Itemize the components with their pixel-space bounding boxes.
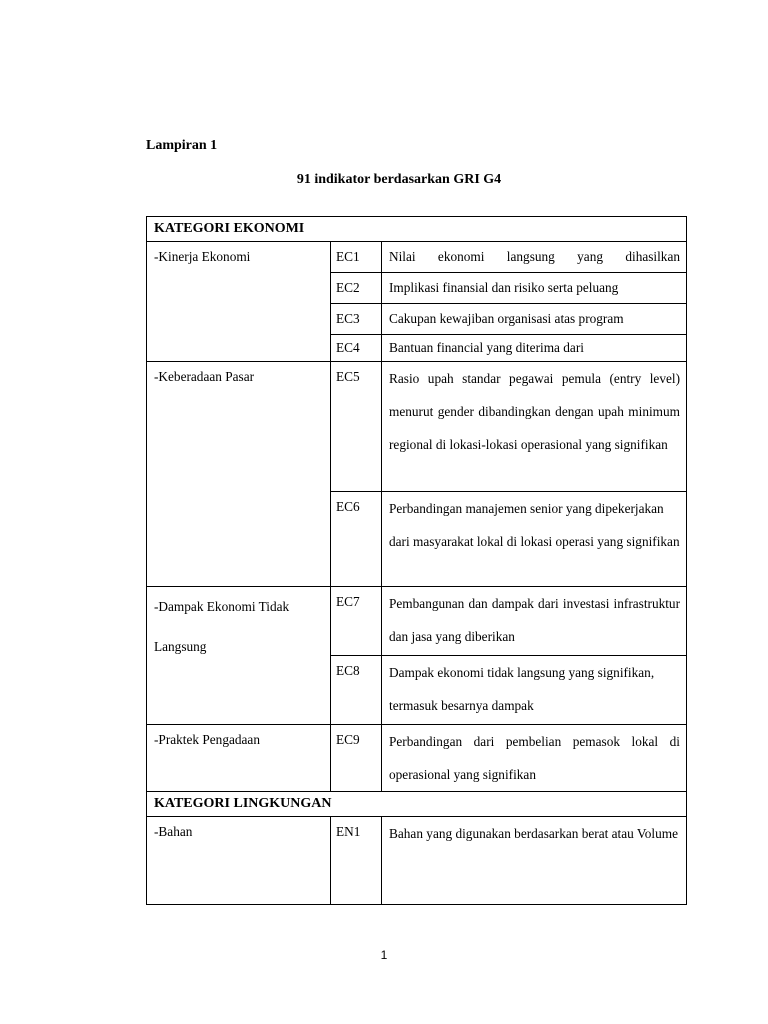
indicator-code: EC2	[331, 273, 382, 304]
indicator-code: EC9	[331, 725, 382, 792]
category-row-economy	[147, 217, 687, 242]
category-header: KATEGORI LINGKUNGAN	[147, 792, 687, 817]
indicator-description: Rasio upah standar pegawai pemula (entry level) menurut gender dibandingkan dengan upah minimum regional di lokasi-lokasi operasional yang signifikan	[382, 362, 687, 492]
category-header: KATEGORI EKONOMI	[147, 217, 687, 242]
appendix-label: Lampiran 1	[146, 138, 218, 153]
category-row-environment	[147, 792, 687, 817]
indicator-code: EC7	[331, 587, 382, 656]
table-row	[147, 362, 687, 492]
indicator-code: EC1	[331, 242, 382, 273]
aspect-cell: -Bahan	[147, 817, 331, 905]
table-row	[147, 817, 687, 905]
indicator-description: Perbandingan dari pembelian pemasok lokal di operasional yang signifikan	[382, 725, 687, 792]
indicator-description: Implikasi finansial dan risiko serta peluang	[382, 273, 687, 304]
indicator-code: EC6	[331, 492, 382, 587]
indicator-code: EC4	[331, 335, 382, 362]
table-row	[147, 587, 687, 656]
page-number: 1	[380, 948, 388, 962]
aspect-cell: -Dampak Ekonomi Tidak Langsung	[147, 587, 331, 725]
table-row	[147, 242, 687, 273]
indicator-description: Bahan yang digunakan berdasarkan berat atau Volume	[382, 817, 687, 905]
indicator-code: EC8	[331, 656, 382, 725]
indicator-description: Pembangunan dan dampak dari investasi infrastruktur dan jasa yang diberikan	[382, 587, 687, 656]
indicator-description: Dampak ekonomi tidak langsung yang signifikan, termasuk besarnya dampak	[382, 656, 687, 725]
indicator-description: Bantuan financial yang diterima dari	[382, 335, 687, 362]
indicator-description: Perbandingan manajemen senior yang dipekerjakan dari masyarakat lokal di lokasi operasi yang signifikan	[382, 492, 687, 587]
aspect-cell: -Keberadaan Pasar	[147, 362, 331, 587]
document-title: 91 indikator berdasarkan GRI G4	[296, 172, 502, 187]
table-row	[147, 725, 687, 792]
indicator-table	[146, 216, 687, 905]
indicator-code: EC3	[331, 304, 382, 335]
aspect-cell: -Kinerja Ekonomi	[147, 242, 331, 362]
indicator-code: EN1	[331, 817, 382, 905]
indicator-code: EC5	[331, 362, 382, 492]
indicator-description: Nilai ekonomi langsung yang dihasilkan	[382, 242, 687, 273]
indicator-description: Cakupan kewajiban organisasi atas program	[382, 304, 687, 335]
aspect-cell: -Praktek Pengadaan	[147, 725, 331, 792]
